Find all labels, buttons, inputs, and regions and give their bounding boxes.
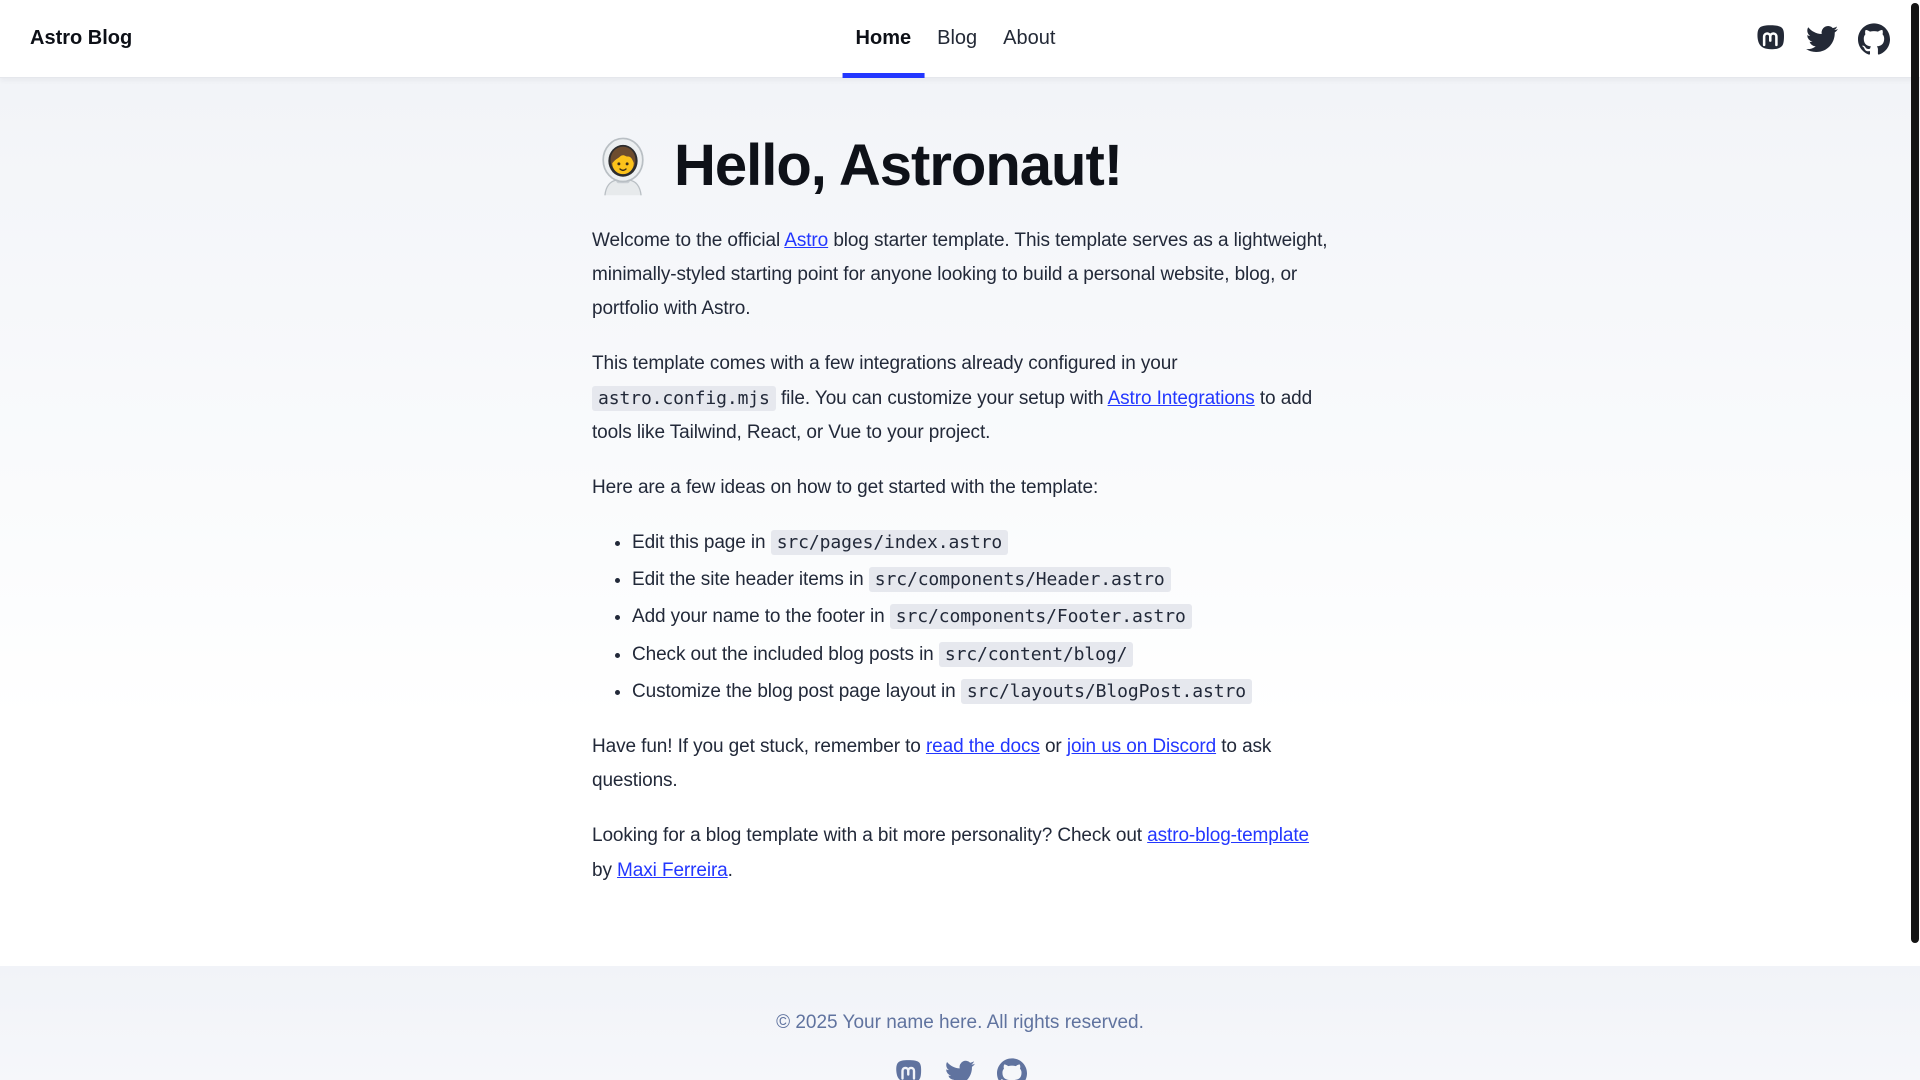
text-run: Looking for a blog template with a bit more personality? Check out xyxy=(592,825,1148,847)
list-item xyxy=(632,526,1328,560)
text-run: Check out the included blog posts in xyxy=(632,643,939,665)
text-run: blog starter template. This template serves as a lightweight, minimally-styled starting point for anyone looking to build a personal website, blog, or portfolio with Astro. xyxy=(592,229,1328,320)
mastodon-icon xyxy=(1754,23,1786,55)
main-nav xyxy=(843,0,1069,77)
page-heading xyxy=(592,134,1328,198)
text-link[interactable]: join us on Discord xyxy=(1066,736,1217,758)
text-run: . xyxy=(727,859,733,881)
paragraph-have-fun xyxy=(592,730,1328,798)
list-item xyxy=(632,563,1328,597)
footer-twitter-link[interactable] xyxy=(945,1058,975,1080)
text-run: Edit this page in xyxy=(632,532,771,554)
twitter-icon xyxy=(1806,23,1838,55)
page-heading-text: Hello, Astronaut! xyxy=(674,133,1123,198)
github-icon xyxy=(997,1058,1027,1080)
content-background xyxy=(0,78,1920,966)
list-item xyxy=(632,675,1328,709)
text-link[interactable]: Astro Integrations xyxy=(1107,387,1255,409)
twitter-link[interactable] xyxy=(1806,23,1838,55)
text-link[interactable]: Astro xyxy=(784,229,829,251)
text-run: Here are a few ideas on how to get started with the template: xyxy=(592,476,1099,498)
footer-social-links xyxy=(0,1058,1920,1080)
text-link[interactable]: Maxi Ferreira xyxy=(617,859,728,881)
site-header xyxy=(0,0,1920,78)
scrollbar-thumb[interactable] xyxy=(1911,3,1919,943)
nav-link-blog[interactable]: Blog xyxy=(937,27,978,49)
paragraph-integrations xyxy=(592,347,1328,450)
inline-code: astro.config.mjs xyxy=(592,386,776,411)
text-link[interactable]: astro-blog-template xyxy=(1147,825,1309,847)
paragraph-welcome xyxy=(592,224,1328,327)
text-run: by xyxy=(592,859,618,881)
github-icon xyxy=(1858,23,1890,55)
inline-code: src/components/Footer.astro xyxy=(890,604,1192,629)
text-run: Welcome to the official xyxy=(592,229,785,251)
site-footer xyxy=(0,966,1920,1080)
github-link[interactable] xyxy=(1858,23,1890,55)
footer-mastodon-link[interactable] xyxy=(893,1058,923,1080)
text-run: or xyxy=(1039,736,1067,758)
site-title[interactable]: Astro Blog xyxy=(30,27,133,49)
mastodon-icon xyxy=(893,1058,923,1080)
text-run: to add tools like Tailwind, React, or Vue to your project. xyxy=(592,387,1313,443)
inline-code: src/content/blog/ xyxy=(939,642,1134,667)
text-run: Have fun! If you get stuck, remember to xyxy=(592,736,926,758)
text-run: file. You can customize your setup with xyxy=(775,387,1108,409)
paragraph-ideas-intro xyxy=(592,471,1328,505)
text-run: This template comes with a few integrations already configured in your xyxy=(592,353,1178,375)
text-run: to ask questions. xyxy=(592,736,1272,792)
list-item xyxy=(632,600,1328,634)
paragraph-looking-for xyxy=(592,819,1328,887)
footer-github-link[interactable] xyxy=(997,1058,1027,1080)
twitter-icon xyxy=(945,1058,975,1080)
inline-code: src/layouts/BlogPost.astro xyxy=(961,679,1252,704)
list-item xyxy=(632,638,1328,672)
ideas-list xyxy=(592,526,1328,709)
inline-code: src/components/Header.astro xyxy=(869,567,1171,592)
text-run: Customize the blog post page layout in xyxy=(632,680,961,702)
astronaut-emoji xyxy=(592,135,654,197)
inline-code: src/pages/index.astro xyxy=(771,530,1008,555)
text-run: Edit the site header items in xyxy=(632,569,869,591)
main-content xyxy=(592,78,1328,888)
text-run: Add your name to the footer in xyxy=(632,606,890,628)
nav-link-home[interactable]: Home xyxy=(843,0,925,77)
text-link[interactable]: read the docs xyxy=(925,736,1040,758)
mastodon-link[interactable] xyxy=(1754,23,1786,55)
copyright-text: © 2025 Your name here. All rights reserved. xyxy=(776,1012,1144,1033)
nav-link-about[interactable]: About xyxy=(1003,27,1056,49)
header-social-links xyxy=(1754,23,1890,55)
